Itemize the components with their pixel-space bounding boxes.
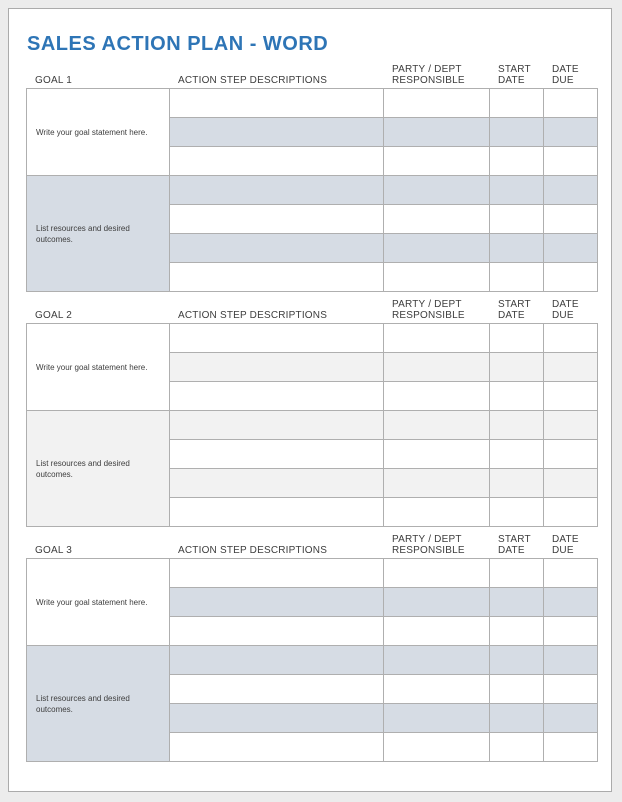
goal-statement-text: Write your goal statement here. (36, 127, 148, 137)
column-header-goal: GOAL 3 (35, 545, 72, 556)
goal-statement-text: Write your goal statement here. (36, 597, 148, 607)
table-cell[interactable] (544, 469, 598, 498)
table-cell[interactable] (384, 559, 490, 588)
table-cell[interactable] (384, 382, 490, 411)
table-cell[interactable] (544, 646, 598, 675)
table-cell[interactable] (544, 147, 598, 176)
table-cell[interactable] (170, 411, 384, 440)
column-header-start-date: START DATE (498, 64, 531, 86)
column-header-action-steps: ACTION STEP DESCRIPTIONS (178, 545, 328, 556)
table-cell[interactable] (490, 733, 544, 762)
table-cell[interactable] (384, 469, 490, 498)
table-cell[interactable] (384, 353, 490, 382)
table-cell[interactable] (544, 617, 598, 646)
table-cell[interactable] (170, 617, 384, 646)
table-cell[interactable] (384, 89, 490, 118)
goal-table (26, 558, 598, 762)
table-cell[interactable] (170, 147, 384, 176)
table-cell[interactable] (384, 646, 490, 675)
goal-section-3 (26, 534, 594, 762)
table-cell[interactable] (384, 205, 490, 234)
table-cell[interactable] (544, 411, 598, 440)
column-header-party-dept: PARTY / DEPT RESPONSIBLE (392, 64, 465, 86)
column-header-party-dept: PARTY / DEPT RESPONSIBLE (392, 299, 465, 321)
table-cell[interactable] (170, 89, 384, 118)
table-cell[interactable] (384, 118, 490, 147)
table-cell[interactable] (544, 89, 598, 118)
table-cell[interactable] (170, 675, 384, 704)
table-cell[interactable] (170, 469, 384, 498)
table-cell[interactable] (170, 324, 384, 353)
table-cell[interactable] (384, 675, 490, 704)
table-cell[interactable] (490, 559, 544, 588)
table-cell[interactable] (490, 324, 544, 353)
column-header-party-dept: PARTY / DEPT RESPONSIBLE (392, 534, 465, 556)
table-cell[interactable] (544, 588, 598, 617)
goal-statement-cell[interactable] (27, 559, 170, 646)
table-cell[interactable] (170, 234, 384, 263)
resources-note-text: List resources and desired outcomes. (36, 458, 130, 479)
table-cell[interactable] (170, 382, 384, 411)
column-header-start-date: START DATE (498, 299, 531, 321)
table-cell[interactable] (490, 440, 544, 469)
table-cell[interactable] (490, 411, 544, 440)
table-cell[interactable] (384, 411, 490, 440)
table-cell[interactable] (544, 704, 598, 733)
goal-statement-cell[interactable] (27, 324, 170, 411)
goal-section-2 (26, 299, 594, 527)
table-cell[interactable] (490, 588, 544, 617)
table-header-row (26, 534, 594, 558)
table-cell[interactable] (490, 176, 544, 205)
goal-table (26, 88, 598, 292)
table-cell[interactable] (384, 617, 490, 646)
table-cell[interactable] (490, 263, 544, 292)
table-header-row (26, 64, 594, 88)
resources-outcomes-cell[interactable] (27, 176, 170, 292)
table-cell[interactable] (384, 234, 490, 263)
column-header-action-steps: ACTION STEP DESCRIPTIONS (178, 310, 328, 321)
table-cell[interactable] (170, 353, 384, 382)
table-cell[interactable] (384, 324, 490, 353)
table-cell[interactable] (544, 324, 598, 353)
table-cell[interactable] (490, 675, 544, 704)
table-cell[interactable] (490, 89, 544, 118)
table-cell[interactable] (544, 559, 598, 588)
table-cell[interactable] (170, 704, 384, 733)
column-header-date-due: DATE DUE (552, 299, 579, 321)
resources-outcomes-cell[interactable] (27, 646, 170, 762)
table-cell[interactable] (544, 733, 598, 762)
table-cell[interactable] (490, 234, 544, 263)
table-header-row (26, 299, 594, 323)
table-cell[interactable] (544, 498, 598, 527)
table-cell[interactable] (544, 263, 598, 292)
table-cell[interactable] (490, 147, 544, 176)
table-cell[interactable] (544, 118, 598, 147)
table-cell[interactable] (384, 147, 490, 176)
goal-statement-text: Write your goal statement here. (36, 362, 148, 372)
table-cell[interactable] (544, 205, 598, 234)
table-cell[interactable] (170, 646, 384, 675)
table-cell[interactable] (544, 382, 598, 411)
table-cell[interactable] (170, 118, 384, 147)
table-cell[interactable] (544, 353, 598, 382)
table-cell[interactable] (170, 559, 384, 588)
goal-section-1 (26, 64, 594, 292)
table-cell[interactable] (544, 440, 598, 469)
resources-note-text: List resources and desired outcomes. (36, 223, 130, 244)
table-cell[interactable] (490, 382, 544, 411)
resources-note-text: List resources and desired outcomes. (36, 693, 130, 714)
table-cell[interactable] (490, 704, 544, 733)
table-cell[interactable] (490, 617, 544, 646)
table-cell[interactable] (170, 588, 384, 617)
goal-statement-cell[interactable] (27, 89, 170, 176)
table-cell[interactable] (490, 353, 544, 382)
table-cell[interactable] (384, 704, 490, 733)
column-header-goal: GOAL 1 (35, 75, 72, 86)
table-cell[interactable] (544, 176, 598, 205)
table-cell[interactable] (490, 469, 544, 498)
word-page (8, 8, 612, 792)
table-cell[interactable] (490, 498, 544, 527)
goal-table (26, 323, 598, 527)
table-cell[interactable] (170, 498, 384, 527)
table-cell[interactable] (170, 176, 384, 205)
table-cell[interactable] (544, 234, 598, 263)
table-cell[interactable] (490, 646, 544, 675)
document-title: SALES ACTION PLAN - WORD (27, 33, 329, 55)
column-header-goal: GOAL 2 (35, 310, 72, 321)
table-cell[interactable] (170, 205, 384, 234)
table-cell[interactable] (544, 675, 598, 704)
table-cell[interactable] (384, 440, 490, 469)
page-content (9, 33, 611, 762)
column-header-date-due: DATE DUE (552, 534, 579, 556)
table-cell[interactable] (170, 263, 384, 292)
table-cell[interactable] (170, 733, 384, 762)
table-cell[interactable] (384, 588, 490, 617)
table-cell[interactable] (384, 263, 490, 292)
table-cell[interactable] (490, 118, 544, 147)
column-header-date-due: DATE DUE (552, 64, 579, 86)
table-cell[interactable] (490, 205, 544, 234)
resources-outcomes-cell[interactable] (27, 411, 170, 527)
table-cell[interactable] (384, 498, 490, 527)
column-header-start-date: START DATE (498, 534, 531, 556)
column-header-action-steps: ACTION STEP DESCRIPTIONS (178, 75, 328, 86)
table-cell[interactable] (170, 440, 384, 469)
table-cell[interactable] (384, 176, 490, 205)
table-cell[interactable] (384, 733, 490, 762)
